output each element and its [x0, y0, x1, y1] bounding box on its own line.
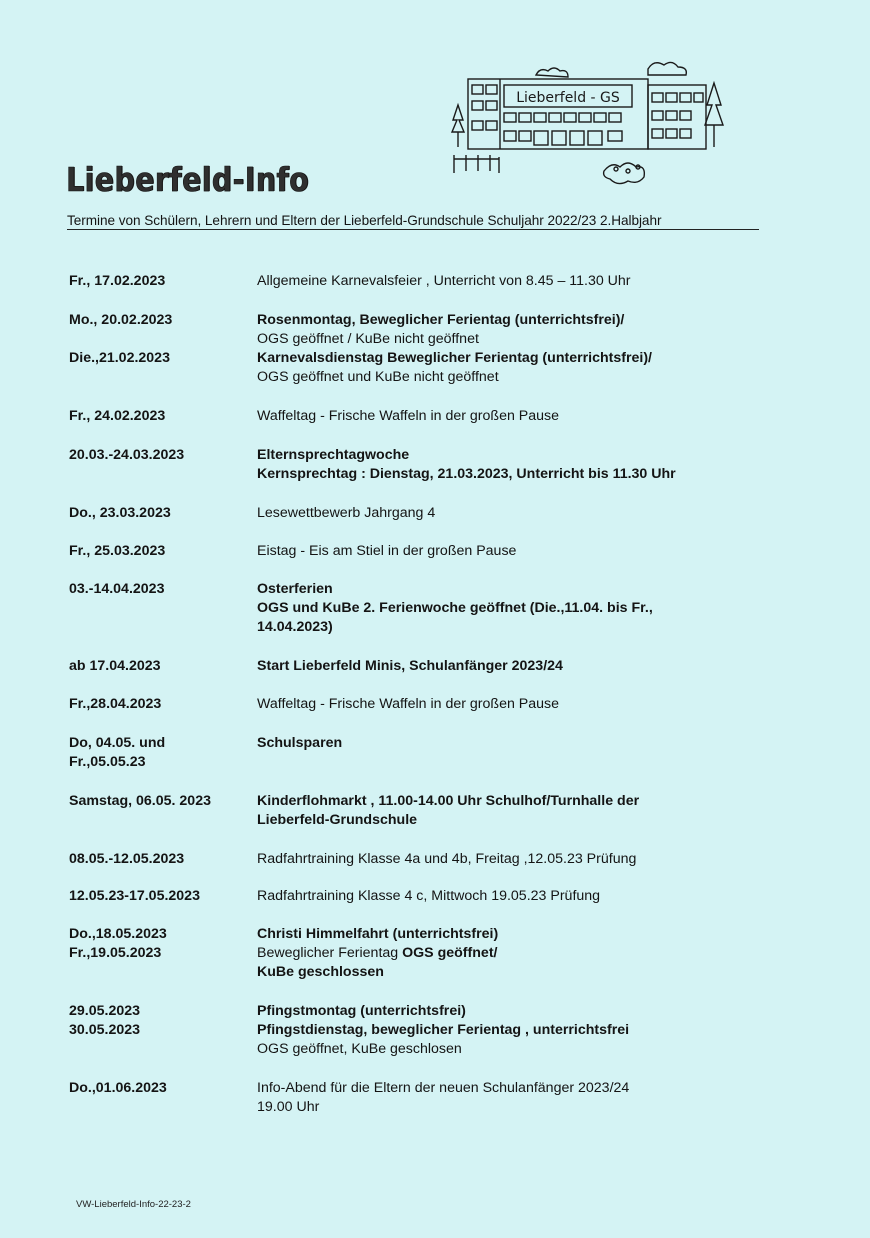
event-description: [257, 1002, 777, 1059]
event-date: [69, 311, 249, 330]
event-description-line: Elternsprechtagwoche: [257, 447, 410, 463]
event-date: [69, 695, 249, 714]
event-date-line: Die.,21.02.2023: [69, 350, 170, 366]
event-date-line: Samstag, 06.05. 2023: [69, 793, 211, 809]
event-description-line: KuBe geschlossen: [257, 964, 384, 980]
event-description-line: OGS und KuBe 2. Ferienwoche geöffnet (Die.,11.04. bis Fr.,: [257, 600, 653, 616]
event-date-line: 30.05.2023: [69, 1022, 141, 1038]
event-date-line: Mo., 20.02.2023: [69, 312, 173, 328]
event-description: [257, 446, 777, 484]
event-description: [257, 580, 777, 637]
event-description-line: Rosenmontag, Beweglicher Ferientag (unterrichtsfrei)/: [257, 312, 625, 328]
event-description-line: 19.00 Uhr: [257, 1099, 320, 1115]
event-date-line: Do.,18.05.2023: [69, 926, 167, 942]
event-description: [257, 272, 777, 291]
event-description: [257, 657, 777, 676]
event-description-line: Eistag - Eis am Stiel in der großen Pause: [257, 543, 517, 559]
event-date: [69, 446, 249, 465]
event-description-line: OGS geöffnet, KuBe geschlosen: [257, 1041, 462, 1057]
page-title: Lieberfeld-Info: [66, 160, 310, 199]
event-date-line: 29.05.2023: [69, 1003, 141, 1019]
event-description-line: Start Lieberfeld Minis, Schulanfänger 2023/24: [257, 658, 563, 674]
event-date: [69, 504, 249, 523]
event-date-line: ab 17.04.2023: [69, 658, 161, 674]
event-description-line: 14.04.2023): [257, 619, 333, 635]
event-date-line: Fr.,28.04.2023: [69, 696, 162, 712]
page-subtitle: Termine von Schülern, Lehrern und Eltern der Lieberfeld-Grundschule Schuljahr 2022/23 2.Halbjahr: [67, 213, 759, 230]
event-date-line: Do.,01.06.2023: [69, 1080, 167, 1096]
event-description: [257, 542, 777, 561]
event-date: [69, 407, 249, 426]
school-building-illustration: [448, 55, 728, 195]
event-description: [257, 792, 777, 830]
event-date: [69, 1079, 249, 1098]
event-date: [69, 542, 249, 561]
event-description-line: Info-Abend für die Eltern der neuen Schulanfänger 2023/24: [257, 1080, 630, 1096]
event-description: [257, 407, 777, 426]
event-description: [257, 311, 777, 349]
event-description-line: OGS geöffnet / KuBe nicht geöffnet: [257, 331, 479, 347]
event-date-line: Fr., 17.02.2023: [69, 273, 166, 289]
event-date-line: 20.03.-24.03.2023: [69, 447, 185, 463]
event-description-line: Christi Himmelfahrt (unterrichtsfrei): [257, 926, 499, 942]
event-date: [69, 850, 249, 869]
event-date-line: Fr., 24.02.2023: [69, 408, 166, 424]
event-description-line: Waffeltag - Frische Waffeln in der großen Pause: [257, 696, 560, 712]
event-description-line: Lesewettbewerb Jahrgang 4: [257, 505, 436, 521]
logo-sign-text: Lieberfeld - GS: [516, 90, 620, 106]
event-date: [69, 792, 249, 811]
event-description-line: Radfahrtraining Klasse 4 c, Mittwoch 19.05.23 Prüfung: [257, 888, 601, 904]
event-date-line: Do, 04.05. und: [69, 735, 166, 751]
event-description: [257, 695, 777, 714]
event-description-emphasis: OGS geöffnet/: [402, 945, 498, 961]
event-date: [69, 580, 249, 599]
event-description: [257, 734, 777, 753]
event-description: [257, 887, 777, 906]
event-description-line: Kernsprechtag : Dienstag, 21.03.2023, Unterricht bis 11.30 Uhr: [257, 466, 676, 482]
document-footer: VW-Lieberfeld-Info-22-23-2: [76, 1199, 191, 1210]
event-description: [257, 1079, 777, 1117]
event-date: [69, 349, 249, 368]
event-date: [69, 887, 249, 906]
event-date-line: Fr.,05.05.23: [69, 754, 146, 770]
event-description-line: Karnevalsdienstag Beweglicher Ferientag (unterrichtsfrei)/: [257, 350, 652, 366]
event-description-line: Osterferien: [257, 581, 333, 597]
event-date-line: 12.05.23-17.05.2023: [69, 888, 200, 904]
event-date-line: Fr.,19.05.2023: [69, 945, 162, 961]
event-description-line: Waffeltag - Frische Waffeln in der großen Pause: [257, 408, 560, 424]
event-description: [257, 504, 777, 523]
event-description-line: Radfahrtraining Klasse 4a und 4b, Freitag ,12.05.23 Prüfung: [257, 851, 637, 867]
event-description: [257, 850, 777, 869]
event-date: [69, 272, 249, 291]
event-date-line: 03.-14.04.2023: [69, 581, 165, 597]
event-date-line: Do., 23.03.2023: [69, 505, 171, 521]
event-description: [257, 925, 777, 982]
event-description-line: Pfingstmontag (unterrichtsfrei): [257, 1003, 466, 1019]
event-date: [69, 657, 249, 676]
event-description: [257, 349, 777, 387]
event-description-line: Pfingstdienstag, beweglicher Ferientag , unterrichtsfrei: [257, 1022, 630, 1038]
event-description-line: Allgemeine Karnevalsfeier , Unterricht von 8.45 – 11.30 Uhr: [257, 273, 631, 289]
event-date: [69, 1002, 249, 1040]
event-description-line: Kinderflohmarkt , 11.00-14.00 Uhr Schulhof/Turnhalle der: [257, 793, 640, 809]
event-date-line: Fr., 25.03.2023: [69, 543, 166, 559]
event-description-line: Beweglicher Ferientag OGS geöffnet/: [257, 945, 498, 961]
event-date: [69, 734, 249, 772]
event-description-line: Schulsparen: [257, 735, 343, 751]
event-description-line: Lieberfeld-Grundschule: [257, 812, 418, 828]
event-date-line: 08.05.-12.05.2023: [69, 851, 185, 867]
event-description-line: OGS geöffnet und KuBe nicht geöffnet: [257, 369, 499, 385]
event-date: [69, 925, 249, 963]
